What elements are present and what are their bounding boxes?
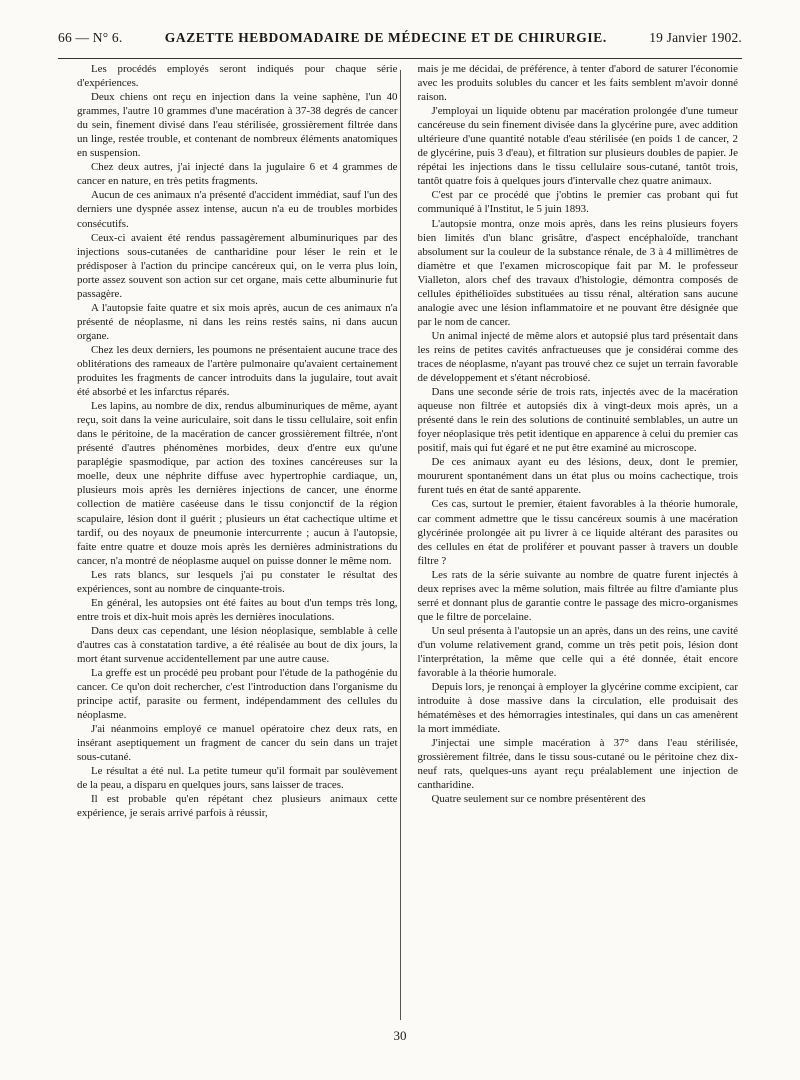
- column-divider: [400, 70, 401, 1020]
- paragraph: Le résultat a été nul. La petite tumeur qu'il formait par soulèvement de la peau, a disparu en quelques jours, sans laisser de traces.: [77, 765, 398, 792]
- paragraph: Dans une seconde série de trois rats, injectés avec de la macération aqueuse non filtrée et autopsiés dix à vingt-deux mois après, un a présenté dans le rein des solutions de continuité semblables, un autre un foyer néoplasique très petit identique en apparence à celui du premier cas positif, mais qui fut égaré et ne put être examiné au microscope.: [417, 386, 738, 455]
- paragraph: J'ai néanmoins employé ce manuel opératoire chez deux rats, en insérant aseptiquement un fragment de cancer du sein dans un trajet sous-cutané.: [77, 723, 398, 764]
- paragraph: En général, les autopsies ont été faites au bout d'un temps très long, entre trois et dix-huit mois après les dernières inoculations.: [77, 596, 398, 623]
- paragraph: Les lapins, au nombre de dix, rendus albuminuriques de même, ayant reçu, soit dans la veine auriculaire, soit dans le tissu cellulaire, soit enfin dans le péritoine, de la macération de cancer grossièrement filtrée, n'ont présenté d'autres phénomènes morbides, deux d'entre eux qu'une paraplégie spasmodique, par action des toxines cancéreuses sur la moelle, deux une néphrite diffuse avec hypertrophie cardiaque, un, plusieurs mois après les dernières injections de cancer, une énorme collection de matière caséeuse dans le tissu conjonctif de la région scapulaire, lésion dont il guérit ; plusieurs un état cachectique ultime et tardif, ou des noyaux de pneumonie intercurrente ; aucun à l'autopsie, faite entre quatre et douze mois après les dernières administrations du cancer, n'a montré de néoplasme auquel on puisse donner le même nom.: [77, 400, 398, 567]
- paragraph: Les rats blancs, sur lesquels j'ai pu constater le résultat des expériences, sont au nombre de cinquante-trois.: [77, 568, 398, 595]
- paragraph: Les procédés employés seront indiqués pour chaque série d'expériences.: [77, 63, 398, 90]
- paragraph: Depuis lors, je renonçai à employer la glycérine comme excipient, car introduite à dose massive dans la circulation, elle produisait des hématémèses et des hémorragies intestinales, qui dans un cas amenèrent la mort immédiate.: [417, 681, 738, 736]
- paragraph: La greffe est un procédé peu probant pour l'étude de la pathogénie du cancer. Ce qu'on doit rechercher, c'est l'introduction dans l'organisme du principe actif, parasite ou ferment, indépendamment des cellules du néoplasme.: [77, 667, 398, 722]
- paragraph: Les rats de la série suivante au nombre de quatre furent injectés à deux reprises avec la même solution, mais filtrée au filtre d'amiante plus serré et donnant plus de garantie contre le passage des micro-organismes que le filtre de porcelaine.: [417, 568, 738, 623]
- paragraph: Dans deux cas cependant, une lésion néoplasique, semblable à celle d'autres cas à constatation tardive, a été réalisée au bout de dix jours, la mort étant survenue accidentellement par une autre cause.: [77, 624, 398, 665]
- paragraph-continuation: mais je me décidai, de préférence, à tenter d'abord de saturer l'économie avec les produits solubles du cancer et les faits semblent m'avoir donné raison.: [417, 63, 738, 104]
- paragraph: Il est probable qu'en répétant chez plusieurs animaux cette expérience, je serais arrivé parfois à réussir,: [77, 793, 398, 820]
- paragraph: Un seul présenta à l'autopsie un an après, dans un des reins, une cavité d'un volume relativement grand, comme un très petit pois, lésion dont l'interprétation, la même que celle qui a été donnée, était encore favorable à la théorie humorale.: [417, 624, 738, 680]
- paragraph: J'employai un liquide obtenu par macération prolongée d'une tumeur cancéreuse du sein finement divisée dans la glycérine pure, avec addition ultérieure d'une quantité notable d'eau stérilisée (en poids 1 de cancer, 2 de glycérine, puis 3 d'eau), et filtration sur plusieurs doubles de papier. Je répétai les injections dans le tissu cellulaire sous-cutané, tantôt trois, tantôt quatre fois à quelques jours d'intervalle chez quatre animaux.: [417, 105, 738, 188]
- running-header: [58, 30, 742, 56]
- paragraph: A l'autopsie faite quatre et six mois après, aucun de ces animaux n'a présenté de néoplasme, ni dans les reins restés sains, ni dans aucun organe.: [77, 301, 398, 342]
- paragraph: Aucun de ces animaux n'a présenté d'accident immédiat, sauf l'un des derniers une dyspnée assez intense, aucun n'a eu de troubles morbides consécutifs.: [77, 189, 398, 230]
- page-folio: 66 — N° 6.: [58, 30, 123, 45]
- paragraph: Quatre seulement sur ce nombre présentèrent des: [431, 793, 646, 806]
- paragraph: C'est par ce procédé que j'obtins le premier cas probant qui fut communiqué à l'Institut, le 5 juin 1893.: [417, 189, 738, 216]
- paragraph: Ceux-ci avaient été rendus passagèrement albuminuriques par des injections sous-cutanées de cantharidine pour léser le rein et le prédisposer à l'action du principe cancéreux qui, on le verra plus loin, porte assez souvent son action sur cet organe, mais cette albuminurie fut passagère.: [77, 231, 398, 300]
- left-column: [77, 62, 398, 1020]
- issue-date: 19 Janvier 1902.: [649, 30, 742, 45]
- paragraph: J'injectai une simple macération à 37° dans l'eau stérilisée, grossièrement filtrée, dans le tissu sous-cutané ou le péritoine chez dix-neuf rats, quelques-uns ayant reçu préalablement une injection de cantharidine.: [417, 737, 738, 792]
- text-columns: [77, 62, 738, 1020]
- paragraph: Chez les deux derniers, les poumons ne présentaient aucune trace des oblitérations des rameaux de l'artère pulmonaire qu'avaient certainement produites les fragments de cancer introduits dans la jugulaire, tout avait été absorbé et les infarctus réparés.: [77, 343, 398, 399]
- paragraph: Deux chiens ont reçu en injection dans la veine saphène, l'un 40 grammes, l'autre 10 grammes d'une macération à 37-38 degrés de cancer du sein, finement divisé dans l'eau stérilisée, grossièrement filtrée dans un linge, restée trouble, et contenant de nombreux éléments anatomiques en suspension.: [77, 91, 398, 160]
- journal-title: GAZETTE HEBDOMADAIRE DE MÉDECINE ET DE CHIRURGIE.: [164, 30, 607, 45]
- page-number: 30: [393, 1028, 407, 1043]
- right-column: [418, 62, 739, 1020]
- header-rule: [58, 58, 742, 59]
- paragraph: L'autopsie montra, onze mois après, dans les reins plusieurs foyers bien limités d'un blanc grisâtre, d'aspect encéphaloïde, tranchant absolument sur la couleur de la substance rénale, de 3 à 4 millimètres de diamètre et que l'examen microscopique fait par M. le professeur Vialleton, alors chef des travaux d'histologie, démontra composés de cellules épithélioïdes substituées au tissu rénal, altération sans aucune analogie avec une lésion inflammatoire et ne pouvant être désignée que par le nom de cancer.: [417, 217, 738, 328]
- paragraph: Chez deux autres, j'ai injecté dans la jugulaire 6 et 4 grammes de cancer en nature, en très petits fragments.: [77, 161, 398, 188]
- paragraph: Un animal injecté de même alors et autopsié plus tard présentait dans les reins de petites cavités anfractueuses que je considérai comme des traces de néoplasme, n'ayant pas trouvé chez ce sujet un terrain favorable de développement et s'étant nécrobiosé.: [417, 329, 738, 385]
- paragraph: De ces animaux ayant eu des lésions, deux, dont le premier, moururent spontanément dans un état plus ou moins cachectique, trois furent tués en état de santé apparente.: [417, 456, 738, 497]
- paragraph: Ces cas, surtout le premier, étaient favorables à la théorie humorale, car comment admettre que le tissu cancéreux soumis à une macération glycérinée prolongée ait pu livrer à ce liquide altérant des parasites ou des cellules en état de proliférer et pouvant passer à travers un double filtre ?: [417, 498, 738, 567]
